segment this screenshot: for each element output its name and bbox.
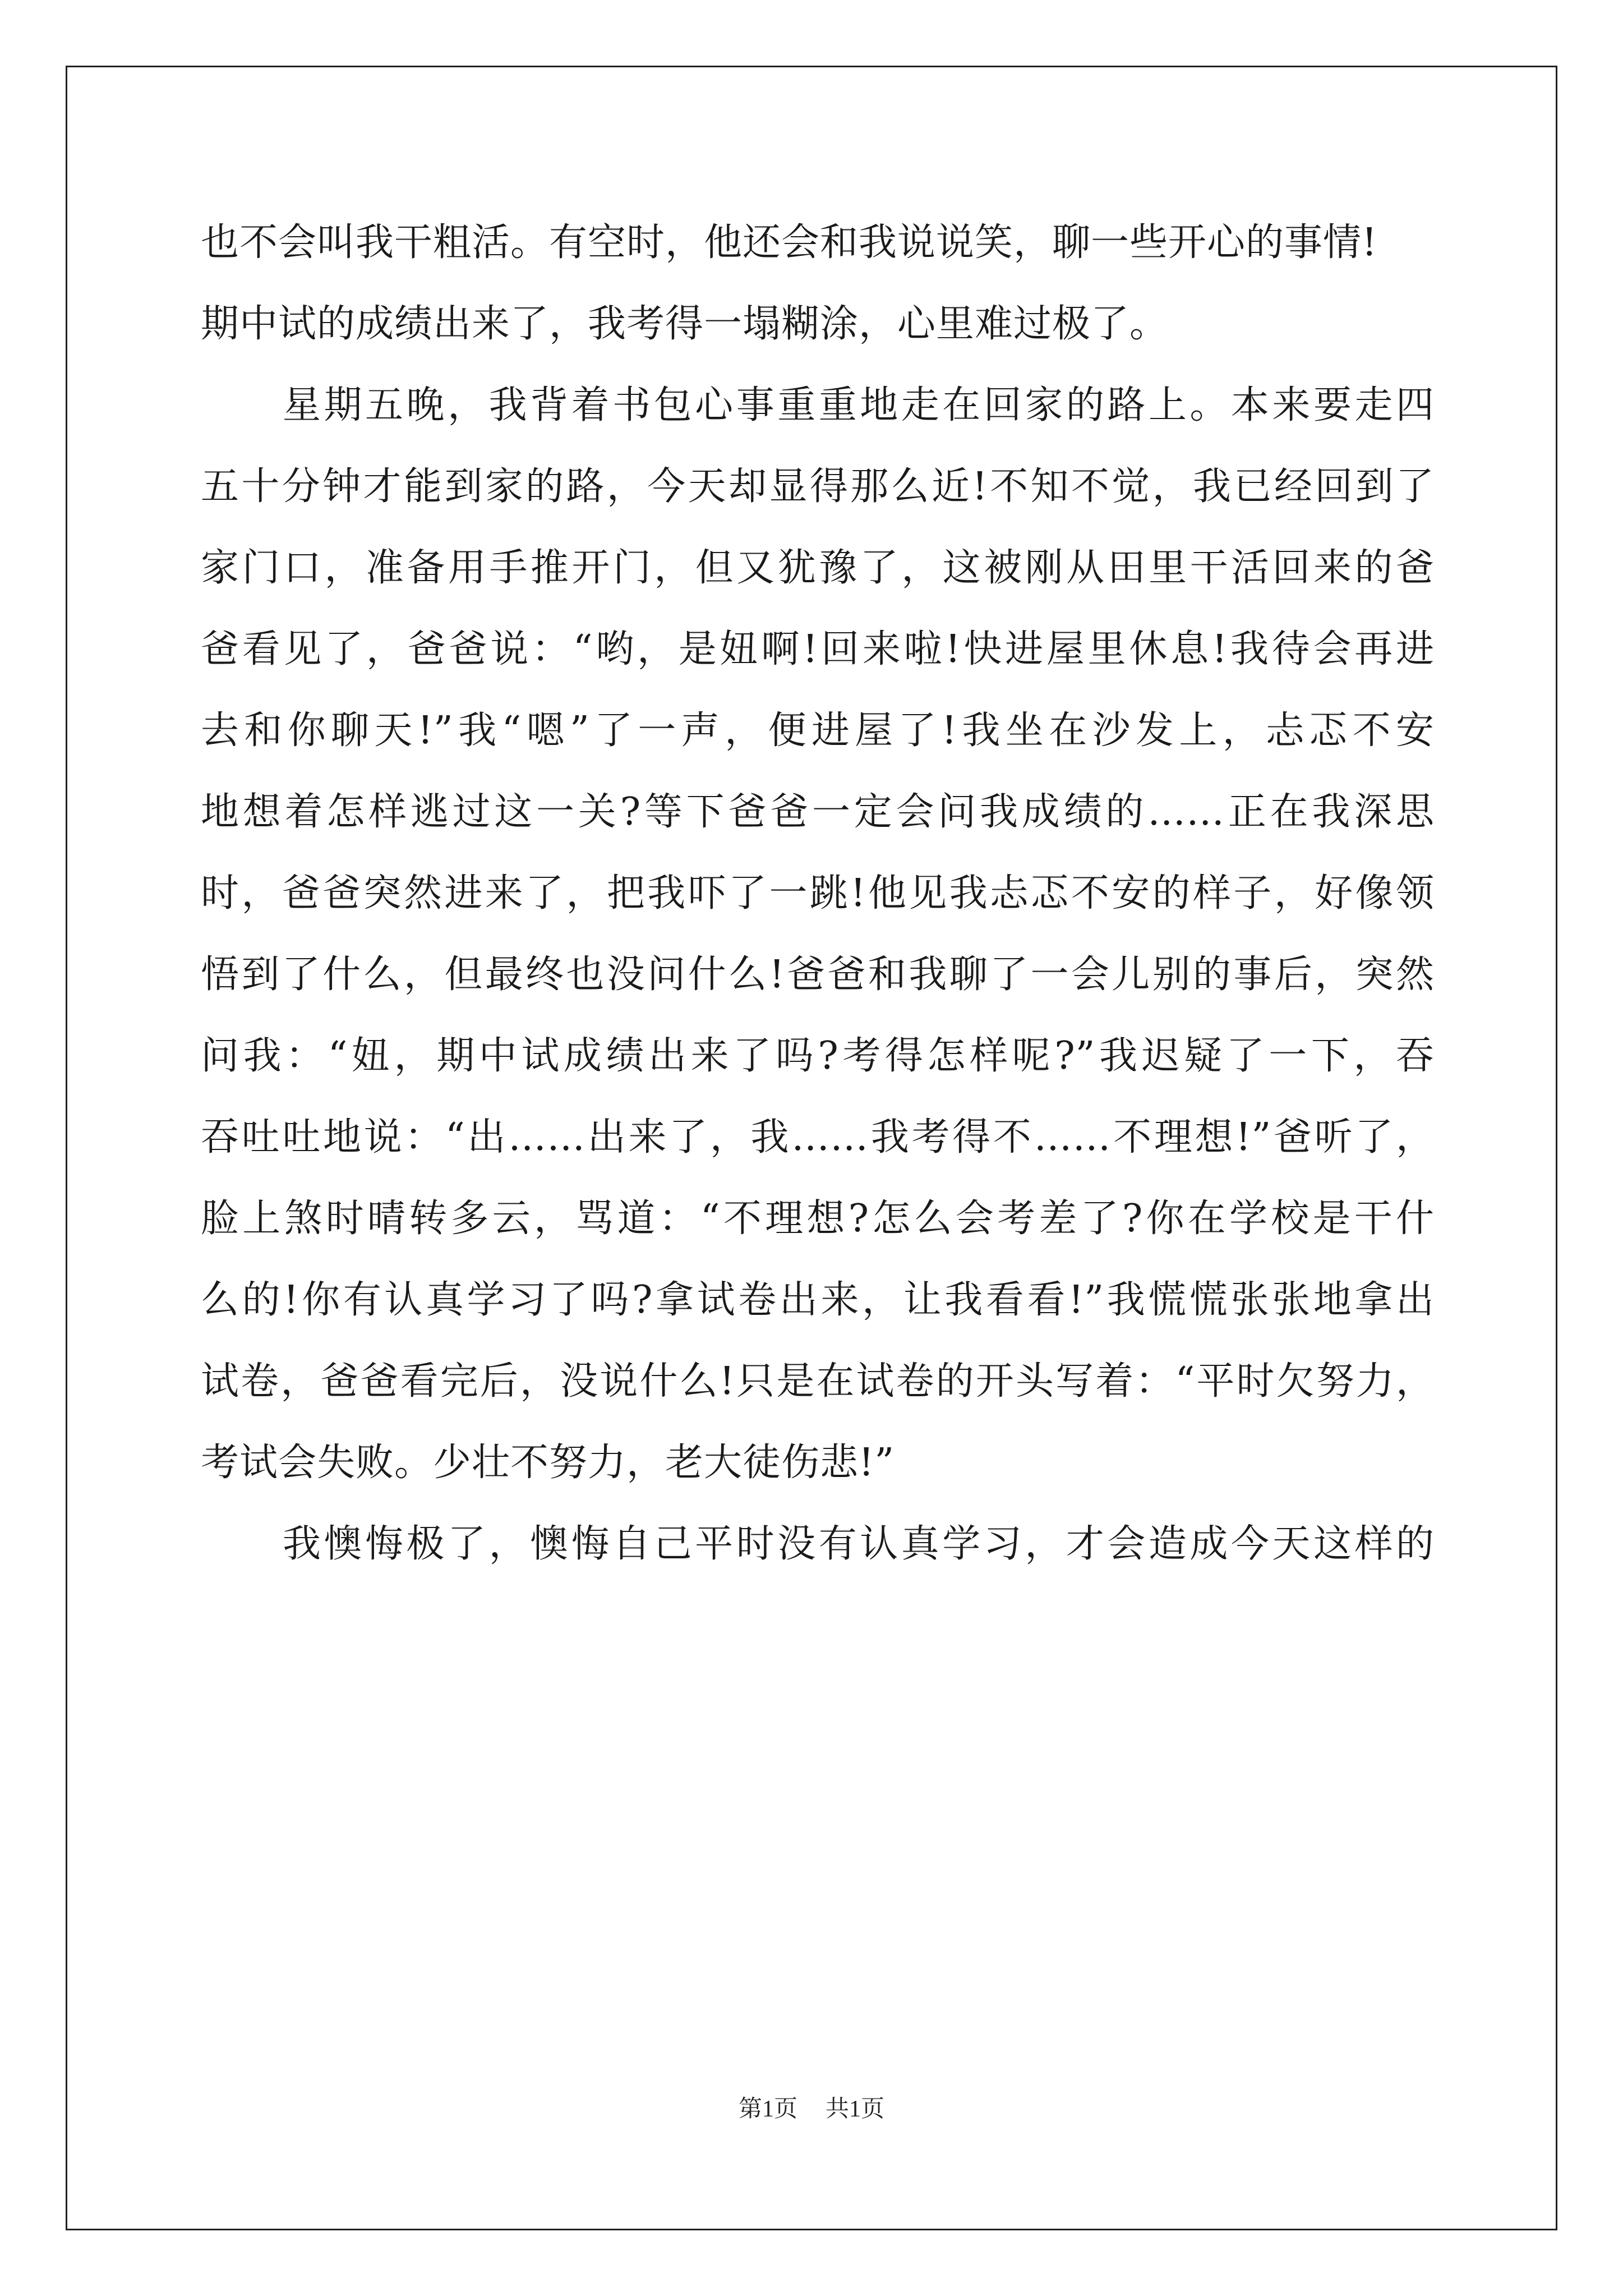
text-line: 试卷，爸爸看完后，没说什么!只是在试卷的开头写着：“平时欠努力， [201,1359,1435,1404]
page-total: 共1页 [826,2096,885,2122]
text-line: 地想着怎样逃过这一关?等下爸爸一定会问我成绩的……正在我深思 [201,790,1435,834]
text-line: 吞吐吐地说：“出……出来了，我……我考得不……不理想!”爸听了， [201,1115,1435,1159]
document-body [201,202,1435,1585]
page-footer [0,2092,1623,2126]
text-line: 么的!你有认真学习了吗?拿试卷出来，让我看看!”我慌慌张张地拿出 [201,1278,1435,1322]
text-line: 时，爸爸突然进来了，把我吓了一跳!他见我忐忑不安的样子，好像领 [201,871,1435,915]
paragraph-start-line: 星期五晚，我背着书包心事重重地走在回家的路上。本来要走四 [283,383,1435,427]
text-line: 家门口，准备用手推开门，但又犹豫了，这被刚从田里干活回来的爸 [201,546,1435,590]
text-line: 五十分钟才能到家的路，今天却显得那么近!不知不觉，我已经回到了 [201,464,1435,509]
text-line: 爸看见了，爸爸说：“哟，是妞啊!回来啦!快进屋里休息!我待会再进 [201,627,1435,671]
text-line: 去和你聊天!”我“嗯”了一声，便进屋了!我坐在沙发上，忐忑不安 [201,708,1435,753]
text-line: 问我：“妞，期中试成绩出来了吗?考得怎样呢?”我迟疑了一下，吞 [201,1034,1435,1078]
text-line: 考试会失败。少壮不努力，老大徒伤悲!” [201,1441,895,1485]
page-number: 第1页 [738,2096,797,2122]
text-line: 期中试的成绩出来了，我考得一塌糊涂，心里难过极了。 [201,302,1169,346]
paragraph-start-line: 我懊悔极了，懊悔自己平时没有认真学习，才会造成今天这样的 [283,1522,1435,1566]
text-line: 脸上煞时晴转多云，骂道：“不理想?怎么会考差了?你在学校是干什 [201,1197,1435,1241]
text-line: 也不会叫我干粗活。有空时，他还会和我说说笑，聊一些开心的事情! [201,220,1378,265]
text-line: 悟到了什么，但最终也没问什么!爸爸和我聊了一会儿别的事后，突然 [201,953,1435,997]
